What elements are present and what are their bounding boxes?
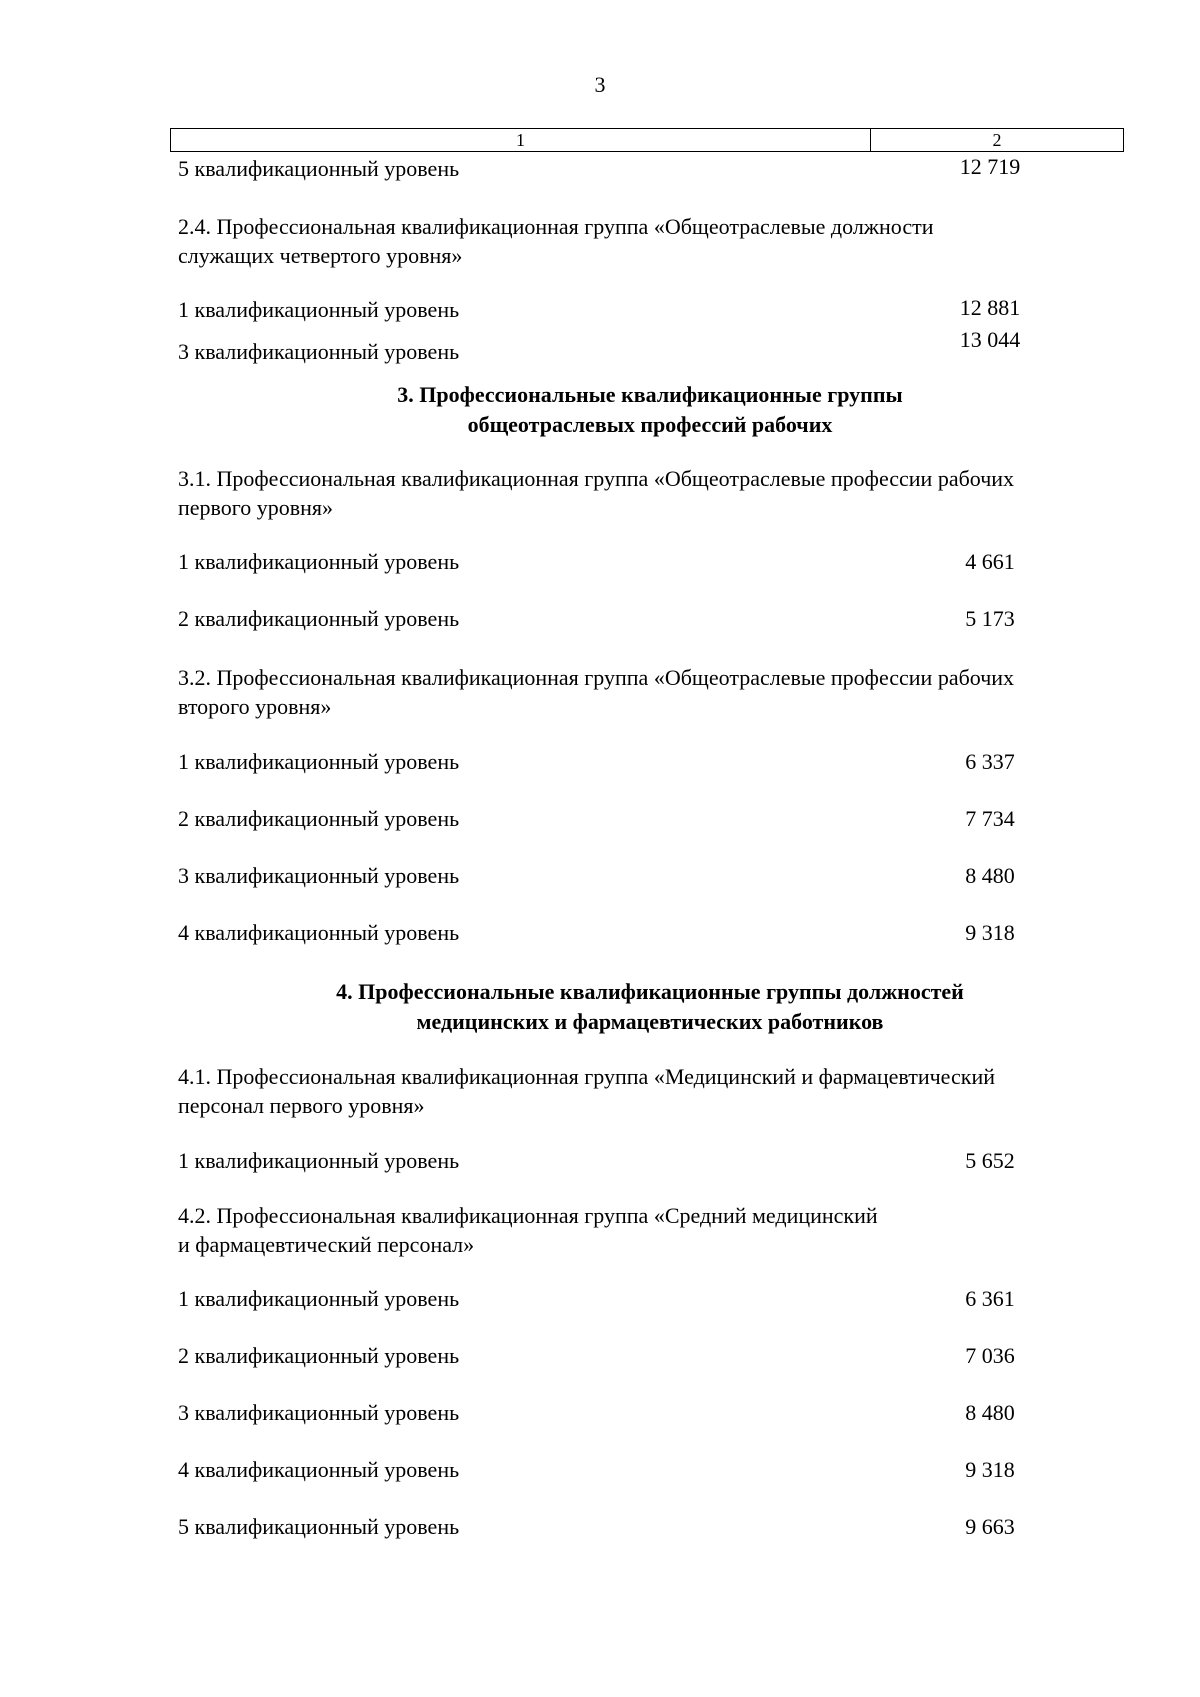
- row-value: 8 480: [965, 1400, 1015, 1425]
- group-title-2-4-line1: 2.4. Профессиональная квалификационная группа «Общеотраслевые должности: [178, 214, 934, 239]
- row-label: 2 квалификационный уровень: [178, 1343, 460, 1368]
- row-label: 1 квалификационный уровень: [178, 749, 460, 774]
- section-title-3-line1: 3. Профессиональные квалификационные группы: [397, 382, 903, 407]
- row-value: 5 173: [965, 606, 1015, 631]
- table-header: [170, 128, 1124, 152]
- row-label: 1 квалификационный уровень: [178, 297, 460, 322]
- row-label: 1 квалификационный уровень: [178, 549, 460, 574]
- table-header-col-2: 2: [871, 129, 1124, 152]
- row-label: 2 квалификационный уровень: [178, 606, 460, 631]
- row-value: 9 318: [965, 920, 1015, 945]
- group-title-4-2-line2: и фармацевтический персонал»: [178, 1232, 475, 1257]
- section-title-4-line2: медицинских и фармацевтических работников: [416, 1009, 884, 1034]
- row-label: 5 квалификационный уровень: [178, 156, 460, 181]
- group-title-3-1-line2: первого уровня»: [178, 495, 334, 520]
- row-value: 9 663: [965, 1514, 1015, 1539]
- row-label: 1 квалификационный уровень: [178, 1148, 460, 1173]
- group-title-4-2-line1: 4.2. Профессиональная квалификационная группа «Средний медицинский: [178, 1203, 878, 1228]
- row-value: 7 734: [965, 806, 1015, 831]
- row-value: 13 044: [959, 327, 1021, 352]
- page-number: 3: [594, 72, 606, 97]
- row-label: 5 квалификационный уровень: [178, 1514, 460, 1539]
- section-title-3-line2: общеотраслевых профессий рабочих: [467, 412, 833, 437]
- row-label: 2 квалификационный уровень: [178, 806, 460, 831]
- row-value: 6 337: [965, 749, 1015, 774]
- group-title-4-1-line1: 4.1. Профессиональная квалификационная группа «Медицинский и фармацевтический: [178, 1064, 995, 1089]
- row-label: 3 квалификационный уровень: [178, 1400, 460, 1425]
- row-value: 12 719: [959, 154, 1021, 179]
- row-value: 9 318: [965, 1457, 1015, 1482]
- row-value: 5 652: [965, 1148, 1015, 1173]
- group-title-3-2-line1: 3.2. Профессиональная квалификационная группа «Общеотраслевые профессии рабочих: [178, 665, 1015, 690]
- row-value: 7 036: [965, 1343, 1015, 1368]
- group-title-4-1-line2: персонал первого уровня»: [178, 1093, 425, 1118]
- section-title-4-line1: 4. Профессиональные квалификационные группы должностей: [336, 979, 964, 1004]
- table-header-col-1: 1: [171, 129, 871, 152]
- row-label: 1 квалификационный уровень: [178, 1286, 460, 1311]
- row-value: 4 661: [965, 549, 1015, 574]
- row-value: 8 480: [965, 863, 1015, 888]
- row-label: 3 квалификационный уровень: [178, 863, 460, 888]
- group-title-2-4-line2: служащих четвертого уровня»: [178, 243, 463, 268]
- row-value: 12 881: [959, 295, 1021, 320]
- row-label: 4 квалификационный уровень: [178, 1457, 460, 1482]
- group-title-3-1-line1: 3.1. Профессиональная квалификационная группа «Общеотраслевые профессии рабочих: [178, 466, 1015, 491]
- row-value: 6 361: [965, 1286, 1015, 1311]
- row-label: 3 квалификационный уровень: [178, 339, 460, 364]
- row-label: 4 квалификационный уровень: [178, 920, 460, 945]
- group-title-3-2-line2: второго уровня»: [178, 694, 332, 719]
